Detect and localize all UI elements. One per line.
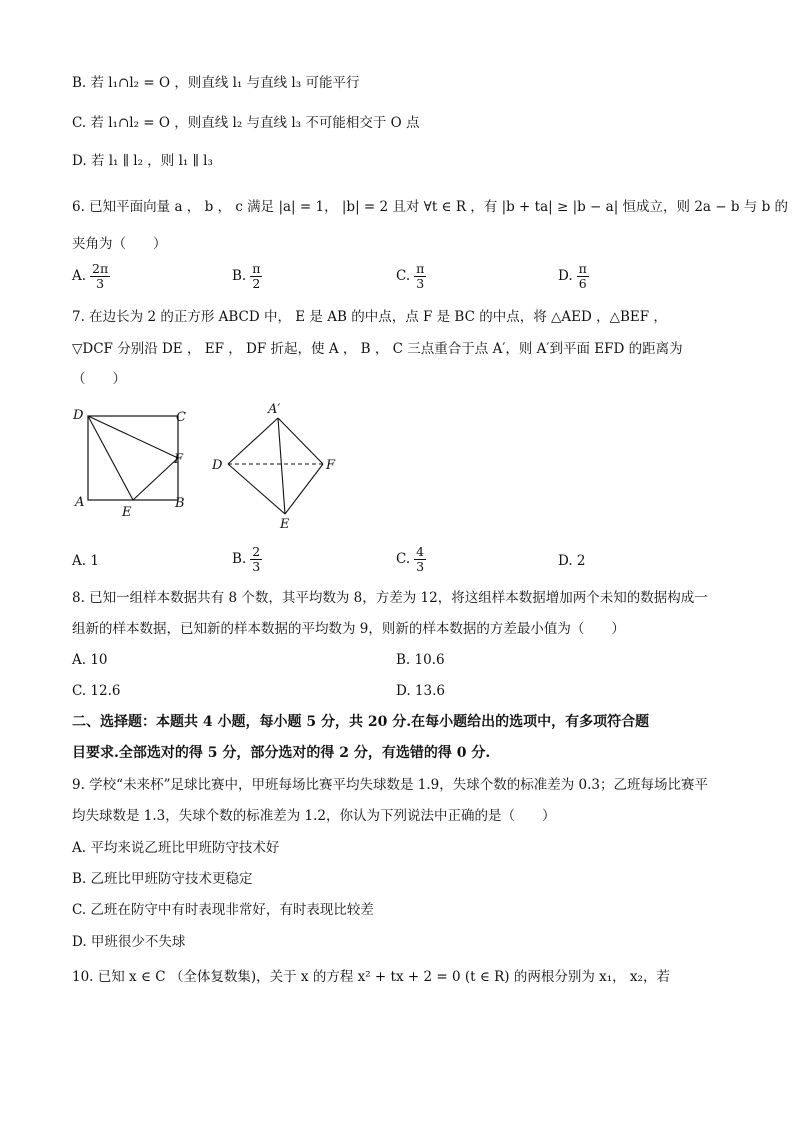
q6-option-d: D. $\frac{\pi}{6}$ (558, 261, 587, 291)
q7-stem-line3: （ ） (72, 371, 126, 387)
label-e2: E (280, 517, 290, 532)
q8-stem-line1: 8. 已知一组样本数据共有 8 个数，其平均数为 8，方差为 12，将这组样本数据增加两个未知的数据构成一 (72, 590, 708, 606)
square-abcd-figure (70, 400, 200, 520)
q5-option-d: D. 若 l₁ ∥ l₂ ，则 l₁ ∥ l₃ (72, 153, 213, 169)
q8-option-d: D. 13.6 (396, 683, 445, 699)
q7-option-d: D. 2 (558, 553, 586, 569)
label-d2: D (212, 458, 223, 473)
label-a: A (75, 495, 85, 510)
q7-stem-line2: ▽DCF 分别沿 DE ， EF ， DF 折起，使 A ， B ， C 三点重合于点 A′，则 A′到平面 EFD 的距离为 (72, 341, 683, 357)
q8-stem-line2: 组新的样本数据，已知新的样本数据的平均数为 9，则新的样本数据的方差最小值为（ ） (72, 621, 625, 637)
q5-option-b: B. 若 l₁∩l₂ = O ，则直线 l₁ 与直线 l₃ 可能平行 (72, 75, 360, 91)
square-outline (88, 416, 178, 500)
label-f2: F (326, 458, 336, 473)
segment-de (88, 416, 133, 500)
q7-option-c: C. $\frac{4}{3}$ (396, 544, 425, 574)
q6-option-b: B. $\frac{\pi}{2}$ (232, 261, 261, 291)
section2-heading-line2: 目要求.全部选对的得 5 分，部分选对的得 2 分，有选错的得 0 分. (72, 745, 491, 761)
q8-option-c: C. 12.6 (72, 683, 121, 699)
section2-heading-line1: 二、选择题：本题共 4 小题，每小题 5 分，共 20 分.在每小题给出的选项中，有多项符合题 (72, 714, 650, 730)
q7-stem-line1: 7. 在边长为 2 的正方形 ABCD 中， E 是 AB 的中点，点 F 是 BC 的中点，将 △AED ，△BEF ， (72, 309, 667, 325)
label-e: E (122, 505, 132, 520)
q6-stem-line1: 6. 已知平面向量 a ， b ， c 满足 |a| = 1， |b| = 2 且对 ∀t ∈ R ，有 |b + ta| ≥ |b − a| 恒成立，则 2a − b 与 b 的 (72, 199, 789, 215)
segment-df (88, 416, 178, 458)
edge-f-e (285, 464, 323, 514)
q8-option-a: A. 10 (72, 652, 108, 668)
q6-option-c: C. $\frac{\pi}{3}$ (396, 261, 425, 291)
q6-stem-line2: 夹角为（ ） (72, 236, 167, 252)
edge-d-e (228, 464, 285, 514)
edge-a1-e (278, 418, 285, 514)
q9-stem-line2: 均失球数是 1.3，失球个数的标准差为 1.2，你认为下列说法中正确的是（ ） (72, 808, 556, 824)
q9-option-c: C. 乙班在防守中有时表现非常好，有时表现比较差 (72, 902, 374, 918)
q8-option-b: B. 10.6 (396, 652, 445, 668)
tetrahedron-figure (205, 398, 355, 533)
q5-option-c: C. 若 l₁∩l₂ = O ，则直线 l₂ 与直线 l₃ 不可能相交于 O 点 (72, 115, 420, 131)
q6-option-a: A. $\frac{2\pi}{3}$ (72, 261, 109, 291)
label-c: C (176, 410, 186, 425)
label-b: B (175, 496, 185, 511)
edge-a1-f (278, 418, 323, 464)
q9-option-a: A. 平均来说乙班比甲班防守技术好 (72, 840, 280, 856)
label-f: F (174, 452, 184, 467)
q7-option-b: B. $\frac{2}{3}$ (232, 544, 261, 574)
q9-option-d: D. 甲班很少不失球 (72, 934, 186, 950)
edge-a1-d (228, 418, 278, 464)
q9-stem-line1: 9. 学校“未来杯”足球比赛中，甲班每场比赛平均失球数是 1.9，失球个数的标准差为 0.3；乙班每场比赛平 (72, 777, 708, 793)
q10-stem-line1: 10. 已知 x ∈ C （全体复数集)，关于 x 的方程 x² + tx + 2 = 0 (t ∈ R) 的两根分别为 x₁， x₂，若 (72, 969, 670, 985)
q7-option-a: A. 1 (72, 553, 99, 569)
label-d: D (73, 408, 84, 423)
label-a-prime: A′ (268, 402, 281, 417)
segment-ef (133, 458, 178, 500)
q9-option-b: B. 乙班比甲班防守技术更稳定 (72, 871, 253, 887)
